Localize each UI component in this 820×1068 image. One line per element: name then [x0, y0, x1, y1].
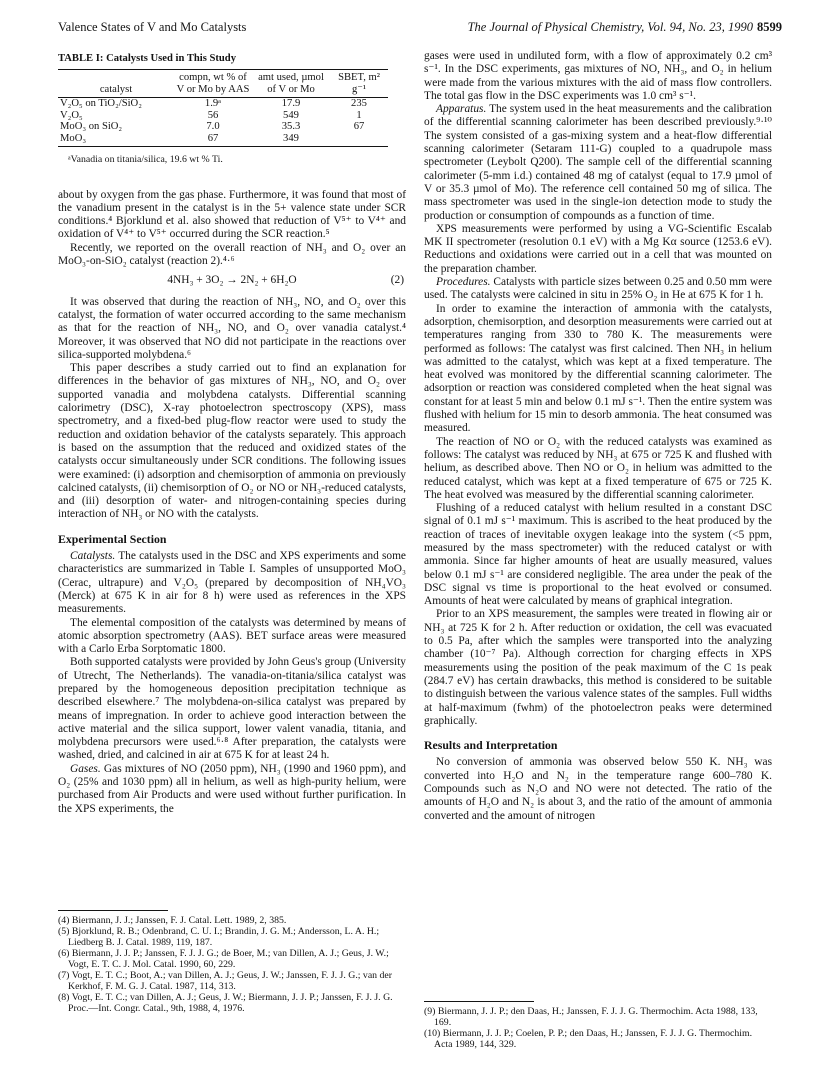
- paragraph: Flushing of a reduced catalyst with helium resulted in a constant DSC signal of 0.1 mJ s⁻¹ maximum. This is ascribed to the heat produced by the reaction of traces of inevitable oxygen leakage into the system (<5 ppm, measured by the mass spectrometer) with the reduced catalyst or with ammonia. Since far higher amounts of heat are usually measured, values below 0.1 mJ s⁻¹ are considered negligible. The area under the peak of the DSC signal vs time is proportional to the heat evolved or consumed. Amounts of heat were calculated by means of graphical integration.: [424, 502, 772, 608]
- paragraph: Both supported catalysts were provided by John Geus's group (University of Utrecht, The Netherlands). The vanadia-on-titania/silica catalyst was prepared by the homogeneous deposition precipitation technique as described elsewhere.⁷ The molybdena-on-silica catalyst was prepared by means of impregnation. In order to achieve good interaction between the active material and the silica support, lower valent vanadia, titania, and molybdena precursors were used.⁶·⁸ After preparation, the catalysts were washed, dried, and calcined in air at 675 K for at least 24 h.: [58, 656, 406, 762]
- paragraph: In order to examine the interaction of ammonia with the catalysts, adsorption, chemisorption, and desorption measurements were carried out at temperatures ranging from 330 to 780 K. The measurements were performed as follows: The catalyst was first calcined. Then NH₃ in helium was admitted to the catalyst, which was kept at a fixed temperature. The heat evolved was monitored by the differential scanning calorimeter. The adsorption or reaction was considered completed when the heat signal was constant for at least 5 min and below 0.1 mJ s⁻¹. Then the entire system was flushed with helium for 15 min to desorb ammonia. The heat consumed was measured.: [424, 302, 772, 435]
- paragraph-body: The system used in the heat measurements and the calibration of the differential scanning calorimeter has been described previously.⁹·¹⁰ The system consisted of a gas-mixing system and a heat-flow differential scanning calorimeter (Setaram 111-G) coupled to a quadrupole mass spectrometer (Leybolt Q200). The sample cell of the differential scanning calorimeter (5-mm i.d.) contained 48 mg of catalyst (equal to 17.9 µmol of V or 35.3 µmol of Mo). The reference cell contained 50 mg of silica. The mass spectrometer was used in the single-ion detection mode to study the production or consumption of compounds as a function of time.: [424, 103, 772, 222]
- footnotes-right: [424, 1001, 772, 1050]
- table-header-composition: compn, wt % of V or Mo by AAS: [174, 70, 252, 98]
- table-row: V₂O₅ 56 549 1: [60, 109, 362, 121]
- footnote: (5) Bjorklund, R. B.; Odenbrand, C. U. I.; Brandin, J. G. M.; Andersson, L. A. H.; Liedberg B. J. Catal. 1989, 119, 187.: [58, 926, 380, 948]
- paragraph: The reaction of NO or O₂ with the reduced catalysts was examined as follows: The catalyst was reduced by NH₃ at 675 or 725 K and flushed with helium, as described above. Then NO or O₂ in helium was admitted to the reduced catalyst, which was kept at a fixed temperature of 675 or 725 K. The heat evolved was measured by the differential scanning calorimeter.: [424, 435, 772, 501]
- journal-citation: [468, 20, 782, 35]
- table-row: V₂O₅ on TiO₂/SiO₂ 1.9ᵃ 17.9 235: [60, 98, 367, 110]
- paragraph: [424, 103, 772, 223]
- footnote-rule: [58, 910, 168, 911]
- table-row: MoO₃ on SiO₂ 7.0 35.3 67: [60, 121, 365, 133]
- paragraph: [58, 550, 406, 616]
- equation: [58, 274, 406, 287]
- paragraph-lead: Apparatus.: [436, 103, 487, 116]
- paragraph: XPS measurements were performed by using a VG-Scientific Escalab MK II spectrometer (resolution 0.1 eV) with a Mg Kα source (1253.6 eV). Reductions and oxidations were carried out in a cell that was mounted on the preparation chamber.: [424, 222, 772, 275]
- table-row: MoO₃ 67 349: [58, 133, 388, 147]
- paragraph: No conversion of ammonia was observed below 550 K. NH₃ was converted into H₂O and N₂ in the temperature range 600–780 K. Compounds such as N₂O and NO were not detected. The ratio of the amounts of H₂O and N₂ is about 3, and the ratio of the amount of ammonia converted and the amount of nitrogen: [424, 756, 772, 822]
- paragraph: This paper describes a study carried out to find an explanation for differences in the behavior of gas mixtures of NH₃, NO, and O₂ over supported vanadia and molybdena catalysts. Differential scanning calorimetry (DSC), X-ray photoelectron spectroscopy (XPS), mass spectrometry, and a fixed-bed plug-flow reactor were used to study the reduction and oxidation behavior of the catalysts separately. This approach is based on the assumption that the reduced and oxidized states of the catalysts occur simultaneously under SCR conditions. The following issues were examined: (i) adsorption and chemisorption of ammonia on previously calcined catalysts, (ii) chemisorption of O₂ or NO or NH₃-reduced catalysts, and (iii) desorption of water- and nitrogen-containing species during interaction of NH₃ or NO with the catalysts.: [58, 362, 406, 521]
- paragraph: about by oxygen from the gas phase. Furthermore, it was found that most of the vanadium present in the catalyst is in the 5+ valence state under SCR conditions.⁴ Bjorklund et al. also showed that reduction of V⁵⁺ to V⁴⁺ and oxidation of V⁴⁺ to V⁵⁺ occurred during the SCR reaction.⁵: [58, 188, 406, 241]
- left-column: [58, 50, 406, 816]
- paragraph: [58, 763, 406, 816]
- footnote: (7) Vogt, E. T. C.; Boot, A.; van Dillen, A. J.; Geus, J. W.; Janssen, F. J. J. G.; van der Kerkhof, F. M. G. J. Catal. 1987, 114, 313.: [58, 970, 393, 992]
- running-title: Valence States of V and Mo Catalysts: [58, 20, 247, 34]
- footnote-rule: [424, 1001, 534, 1002]
- paragraph-body: Gas mixtures of NO (2050 ppm), NH₃ (1990 and 1960 ppm), and O₂ (25% and 1030 ppm) all in helium, as well as high-purity helium, were purchased from Air Products and were used without further purification. In the XPS experiments, the: [58, 762, 406, 815]
- paragraph: gases were used in undiluted form, with a flow of approximately 0.2 cm³ s⁻¹. In the DSC experiments, gas mixtures of NO, NH₃, and O₂ in helium were made from the various mixtures with the aid of mass flow controllers. The total gas flow in the DSC experiments was 1.0 cm³ s⁻¹.: [424, 50, 772, 102]
- paragraph: Prior to an XPS measurement, the samples were treated in flowing air or NH₃ at 725 K for 2 h. After reduction or oxidation, the cell was evacuated to 0.5 Pa, after which the samples were transported into the analyzing chamber (10⁻⁷ Pa). Although correction for charging effects in XPS measurements using the position of the peak maximum of the C 1s peak (284.7 eV) has certain drawbacks, this method is considered to be suitable to distinguish between the various valence states of the samples. Full widths at half-maximum (fwhm) of the photoelectron peaks were determined graphically.: [424, 608, 772, 727]
- paragraph: Recently, we reported on the overall reaction of NH₃ and O₂ over an MoO₃-on-SiO₂ catalyst (reaction 2).⁴·⁶: [58, 241, 406, 268]
- journal-name: The Journal of Physical Chemistry, Vol. 94, No. 23, 1990: [467, 20, 753, 34]
- paragraph-body: Catalysts with particle sizes between 0.25 and 0.50 mm were used. The catalysts were calcined in situ in 25% O₂ in He at 675 K for 1 h.: [424, 276, 772, 302]
- section-heading: Results and Interpretation: [424, 738, 558, 753]
- footnote: (6) Biermann, J. J. P.; Janssen, F. J. J. G.; de Boer, M.; van Dillen, A. J.; Geus, J. W.; Vogt, E. T. C. J. Mol. Catal. 1990, 60, 229.: [58, 948, 389, 970]
- paragraph: [424, 276, 772, 303]
- page-number: 8599: [757, 20, 782, 34]
- paragraph-lead: Gases.: [70, 762, 101, 775]
- catalysts-table: [58, 69, 388, 147]
- paragraph-lead: Catalysts.: [70, 550, 116, 563]
- footnote: (4) Biermann, J. J.; Janssen, F. J. Catal. Lett. 1989, 2, 385.: [58, 915, 287, 926]
- footnote: (8) Vogt, E. T. C.; van Dillen, A. J.; Geus, J. W.; Biermann, J. J. P.; Janssen, F. J. J. G. Proc.—Int. Congr. Catal., 9th, 1988, 4, 1976.: [58, 992, 393, 1014]
- table-header-amount: amt used, µmol of V or Mo: [252, 70, 330, 98]
- paragraph: The elemental composition of the catalysts was determined by means of atomic absorption spectrometry (AAS). BET surface areas were measured with a Carlo Erba Sorptomatic 1800.: [58, 616, 406, 656]
- paragraph-lead: Procedures.: [436, 276, 491, 289]
- right-column: [424, 50, 772, 823]
- equation-number: (2): [390, 274, 404, 287]
- paragraph: It was observed that during the reaction of NH₃, NO, and O₂ over this catalyst, the formation of water occurred according to the same mechanism as that for the reaction of NH₃, NO, and O₂ over vanadia catalyst.⁴ Moreover, it was observed that NO did not participate in the reactions over silica-supported molybdena.⁶: [58, 295, 406, 361]
- table-footnote: ᵃVanadia on titania/silica, 19.6 wt % Ti.: [68, 154, 223, 166]
- footnote: (9) Biermann, J. J. P.; den Daas, H.; Janssen, F. J. J. G. Thermochim. Acta 1988, 133, 169.: [424, 1006, 758, 1028]
- table-title: TABLE I: Catalysts Used in This Study: [58, 53, 236, 64]
- footnotes-left: [58, 910, 406, 1014]
- table-header-catalyst: catalyst: [58, 70, 174, 98]
- paragraph-body: The catalysts used in the DSC and XPS experiments and some characteristics are summarized in Table I. Samples of unsupported MoO₃ (Cerac, ultrapure) and V₂O₅ (prepared by decomposition of NH₄VO₃ (Merck) at 675 K in air for 8 h) were used as references in the XPS measurements.: [58, 550, 406, 616]
- section-heading: Experimental Section: [58, 531, 167, 546]
- table-header-sbet: SBET, m² g⁻¹: [330, 70, 388, 98]
- equation-body: 4NH₃ + 3O₂ → 2N₂ + 6H₂O: [167, 274, 297, 287]
- footnote: (10) Biermann, J. J. P.; Coelen, P. P.; den Daas, H.; Janssen, F. J. J. G. Thermochim. Acta 1989, 144, 329.: [424, 1028, 753, 1050]
